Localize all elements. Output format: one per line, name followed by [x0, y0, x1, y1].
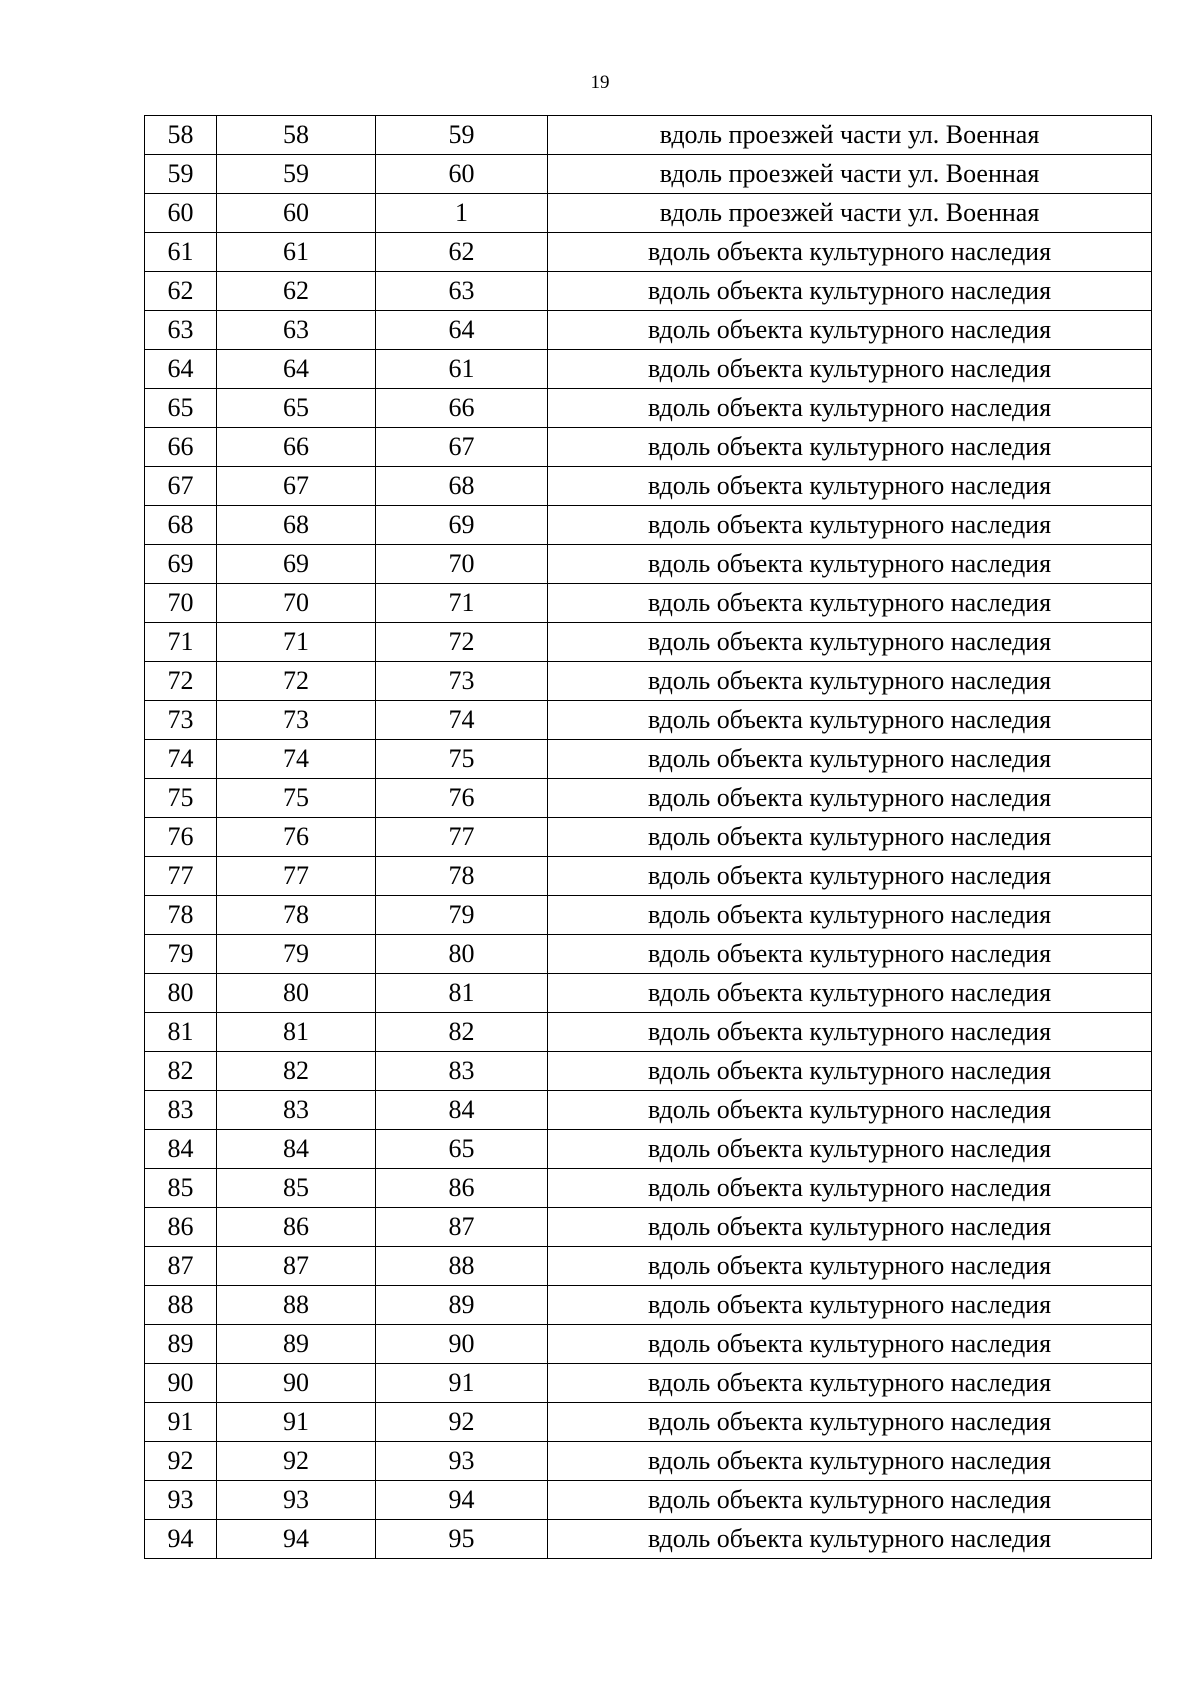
row-number-cell: 59 — [145, 155, 217, 194]
row-number-cell: 74 — [145, 740, 217, 779]
table-row — [145, 1169, 1152, 1208]
row-number-cell: 83 — [145, 1091, 217, 1130]
end-point-cell: 80 — [376, 935, 548, 974]
description-cell: вдоль объекта культурного наследия — [548, 272, 1152, 311]
end-point-cell: 95 — [376, 1520, 548, 1559]
description-cell: вдоль объекта культурного наследия — [548, 1403, 1152, 1442]
start-point-cell: 83 — [217, 1091, 376, 1130]
end-point-cell: 61 — [376, 350, 548, 389]
start-point-cell: 87 — [217, 1247, 376, 1286]
start-point-cell: 76 — [217, 818, 376, 857]
row-number-cell: 80 — [145, 974, 217, 1013]
description-cell: вдоль объекта культурного наследия — [548, 350, 1152, 389]
description-cell: вдоль объекта культурного наследия — [548, 1364, 1152, 1403]
table-row — [145, 935, 1152, 974]
table-row — [145, 857, 1152, 896]
table-row — [145, 740, 1152, 779]
start-point-cell: 90 — [217, 1364, 376, 1403]
row-number-cell: 86 — [145, 1208, 217, 1247]
table-row — [145, 389, 1152, 428]
end-point-cell: 68 — [376, 467, 548, 506]
table-row — [145, 350, 1152, 389]
table-body — [145, 116, 1152, 1559]
end-point-cell: 82 — [376, 1013, 548, 1052]
start-point-cell: 58 — [217, 116, 376, 155]
description-cell: вдоль объекта культурного наследия — [548, 467, 1152, 506]
start-point-cell: 94 — [217, 1520, 376, 1559]
table-row — [145, 1481, 1152, 1520]
start-point-cell: 59 — [217, 155, 376, 194]
row-number-cell: 71 — [145, 623, 217, 662]
description-cell: вдоль объекта культурного наследия — [548, 233, 1152, 272]
table-row — [145, 1208, 1152, 1247]
table-row — [145, 662, 1152, 701]
row-number-cell: 65 — [145, 389, 217, 428]
table-row — [145, 1286, 1152, 1325]
end-point-cell: 66 — [376, 389, 548, 428]
row-number-cell: 91 — [145, 1403, 217, 1442]
row-number-cell: 94 — [145, 1520, 217, 1559]
start-point-cell: 72 — [217, 662, 376, 701]
description-cell: вдоль объекта культурного наследия — [548, 584, 1152, 623]
row-number-cell: 84 — [145, 1130, 217, 1169]
table-row — [145, 272, 1152, 311]
end-point-cell: 1 — [376, 194, 548, 233]
start-point-cell: 60 — [217, 194, 376, 233]
table-row — [145, 623, 1152, 662]
row-number-cell: 73 — [145, 701, 217, 740]
row-number-cell: 79 — [145, 935, 217, 974]
start-point-cell: 84 — [217, 1130, 376, 1169]
table-row — [145, 1247, 1152, 1286]
table-row — [145, 701, 1152, 740]
table-row — [145, 428, 1152, 467]
table-row — [145, 467, 1152, 506]
end-point-cell: 72 — [376, 623, 548, 662]
end-point-cell: 92 — [376, 1403, 548, 1442]
end-point-cell: 76 — [376, 779, 548, 818]
table-row — [145, 311, 1152, 350]
description-cell: вдоль объекта культурного наследия — [548, 1325, 1152, 1364]
row-number-cell: 69 — [145, 545, 217, 584]
end-point-cell: 60 — [376, 155, 548, 194]
end-point-cell: 94 — [376, 1481, 548, 1520]
row-number-cell: 58 — [145, 116, 217, 155]
end-point-cell: 74 — [376, 701, 548, 740]
row-number-cell: 77 — [145, 857, 217, 896]
end-point-cell: 89 — [376, 1286, 548, 1325]
start-point-cell: 67 — [217, 467, 376, 506]
start-point-cell: 61 — [217, 233, 376, 272]
start-point-cell: 86 — [217, 1208, 376, 1247]
end-point-cell: 88 — [376, 1247, 548, 1286]
end-point-cell: 70 — [376, 545, 548, 584]
start-point-cell: 71 — [217, 623, 376, 662]
end-point-cell: 77 — [376, 818, 548, 857]
row-number-cell: 85 — [145, 1169, 217, 1208]
start-point-cell: 81 — [217, 1013, 376, 1052]
table-row — [145, 1130, 1152, 1169]
table-row — [145, 155, 1152, 194]
end-point-cell: 69 — [376, 506, 548, 545]
table-row — [145, 1364, 1152, 1403]
table-row — [145, 1013, 1152, 1052]
end-point-cell: 78 — [376, 857, 548, 896]
description-cell: вдоль объекта культурного наследия — [548, 389, 1152, 428]
description-cell: вдоль объекта культурного наследия — [548, 506, 1152, 545]
end-point-cell: 71 — [376, 584, 548, 623]
description-cell: вдоль проезжей части ул. Военная — [548, 116, 1152, 155]
end-point-cell: 81 — [376, 974, 548, 1013]
description-cell: вдоль объекта культурного наследия — [548, 311, 1152, 350]
table-row — [145, 1520, 1152, 1559]
row-number-cell: 66 — [145, 428, 217, 467]
end-point-cell: 86 — [376, 1169, 548, 1208]
end-point-cell: 83 — [376, 1052, 548, 1091]
row-number-cell: 89 — [145, 1325, 217, 1364]
start-point-cell: 74 — [217, 740, 376, 779]
row-number-cell: 62 — [145, 272, 217, 311]
start-point-cell: 73 — [217, 701, 376, 740]
start-point-cell: 64 — [217, 350, 376, 389]
table-row — [145, 1052, 1152, 1091]
description-cell: вдоль объекта культурного наследия — [548, 1286, 1152, 1325]
description-cell: вдоль проезжей части ул. Военная — [548, 194, 1152, 233]
description-cell: вдоль объекта культурного наследия — [548, 1013, 1152, 1052]
description-cell: вдоль объекта культурного наследия — [548, 818, 1152, 857]
start-point-cell: 79 — [217, 935, 376, 974]
row-number-cell: 63 — [145, 311, 217, 350]
description-cell: вдоль объекта культурного наследия — [548, 1091, 1152, 1130]
row-number-cell: 93 — [145, 1481, 217, 1520]
table-row — [145, 1442, 1152, 1481]
description-cell: вдоль объекта культурного наследия — [548, 1130, 1152, 1169]
start-point-cell: 69 — [217, 545, 376, 584]
start-point-cell: 88 — [217, 1286, 376, 1325]
row-number-cell: 76 — [145, 818, 217, 857]
start-point-cell: 68 — [217, 506, 376, 545]
end-point-cell: 73 — [376, 662, 548, 701]
row-number-cell: 78 — [145, 896, 217, 935]
end-point-cell: 64 — [376, 311, 548, 350]
row-number-cell: 87 — [145, 1247, 217, 1286]
end-point-cell: 62 — [376, 233, 548, 272]
description-cell: вдоль объекта культурного наследия — [548, 935, 1152, 974]
table-row — [145, 1403, 1152, 1442]
row-number-cell: 81 — [145, 1013, 217, 1052]
table-row — [145, 194, 1152, 233]
start-point-cell: 78 — [217, 896, 376, 935]
description-cell: вдоль объекта культурного наследия — [548, 779, 1152, 818]
boundary-table — [144, 115, 1152, 1559]
start-point-cell: 62 — [217, 272, 376, 311]
end-point-cell: 91 — [376, 1364, 548, 1403]
table-row — [145, 779, 1152, 818]
table-row — [145, 896, 1152, 935]
row-number-cell: 68 — [145, 506, 217, 545]
start-point-cell: 66 — [217, 428, 376, 467]
description-cell: вдоль объекта культурного наследия — [548, 1442, 1152, 1481]
row-number-cell: 60 — [145, 194, 217, 233]
start-point-cell: 65 — [217, 389, 376, 428]
description-cell: вдоль объекта культурного наследия — [548, 1208, 1152, 1247]
start-point-cell: 82 — [217, 1052, 376, 1091]
table-row — [145, 584, 1152, 623]
end-point-cell: 79 — [376, 896, 548, 935]
table-row — [145, 116, 1152, 155]
table-row — [145, 233, 1152, 272]
description-cell: вдоль объекта культурного наследия — [548, 740, 1152, 779]
description-cell: вдоль объекта культурного наследия — [548, 1052, 1152, 1091]
description-cell: вдоль объекта культурного наследия — [548, 1481, 1152, 1520]
start-point-cell: 75 — [217, 779, 376, 818]
description-cell: вдоль объекта культурного наследия — [548, 974, 1152, 1013]
page-number: 19 — [590, 72, 610, 93]
end-point-cell: 90 — [376, 1325, 548, 1364]
description-cell: вдоль объекта культурного наследия — [548, 1247, 1152, 1286]
row-number-cell: 61 — [145, 233, 217, 272]
row-number-cell: 92 — [145, 1442, 217, 1481]
start-point-cell: 70 — [217, 584, 376, 623]
start-point-cell: 89 — [217, 1325, 376, 1364]
start-point-cell: 63 — [217, 311, 376, 350]
description-cell: вдоль объекта культурного наследия — [548, 896, 1152, 935]
table-row — [145, 974, 1152, 1013]
row-number-cell: 82 — [145, 1052, 217, 1091]
row-number-cell: 72 — [145, 662, 217, 701]
description-cell: вдоль объекта культурного наследия — [548, 545, 1152, 584]
description-cell: вдоль объекта культурного наследия — [548, 662, 1152, 701]
row-number-cell: 90 — [145, 1364, 217, 1403]
end-point-cell: 63 — [376, 272, 548, 311]
table-row — [145, 545, 1152, 584]
row-number-cell: 67 — [145, 467, 217, 506]
end-point-cell: 84 — [376, 1091, 548, 1130]
start-point-cell: 80 — [217, 974, 376, 1013]
start-point-cell: 93 — [217, 1481, 376, 1520]
row-number-cell: 75 — [145, 779, 217, 818]
row-number-cell: 64 — [145, 350, 217, 389]
description-cell: вдоль объекта культурного наследия — [548, 428, 1152, 467]
table-row — [145, 1091, 1152, 1130]
start-point-cell: 91 — [217, 1403, 376, 1442]
row-number-cell: 88 — [145, 1286, 217, 1325]
description-cell: вдоль объекта культурного наследия — [548, 701, 1152, 740]
end-point-cell: 67 — [376, 428, 548, 467]
table-row — [145, 1325, 1152, 1364]
description-cell: вдоль объекта культурного наследия — [548, 1169, 1152, 1208]
description-cell: вдоль объекта культурного наследия — [548, 1520, 1152, 1559]
end-point-cell: 59 — [376, 116, 548, 155]
table-row — [145, 506, 1152, 545]
start-point-cell: 77 — [217, 857, 376, 896]
description-cell: вдоль объекта культурного наследия — [548, 857, 1152, 896]
end-point-cell: 87 — [376, 1208, 548, 1247]
description-cell: вдоль объекта культурного наследия — [548, 623, 1152, 662]
description-cell: вдоль проезжей части ул. Военная — [548, 155, 1152, 194]
end-point-cell: 65 — [376, 1130, 548, 1169]
start-point-cell: 92 — [217, 1442, 376, 1481]
table-row — [145, 818, 1152, 857]
row-number-cell: 70 — [145, 584, 217, 623]
start-point-cell: 85 — [217, 1169, 376, 1208]
end-point-cell: 93 — [376, 1442, 548, 1481]
end-point-cell: 75 — [376, 740, 548, 779]
